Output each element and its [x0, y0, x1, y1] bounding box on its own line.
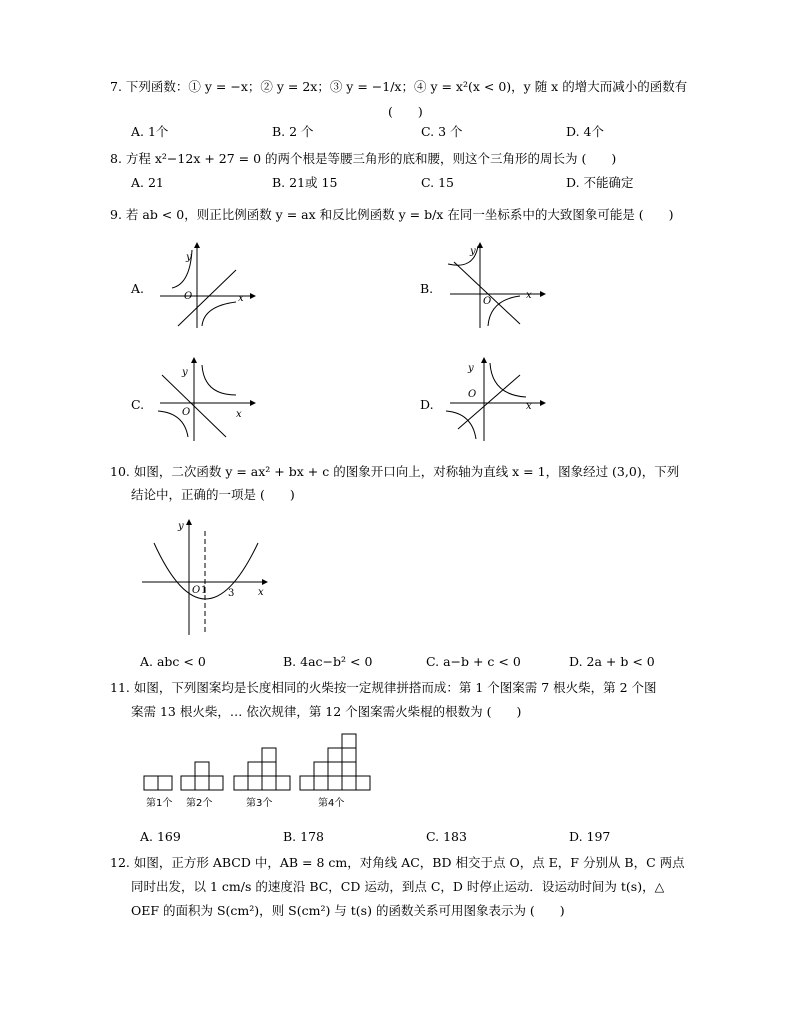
figure-2 [181, 762, 223, 790]
y-label: y [470, 246, 476, 257]
q9-option-a-letter: A. [131, 281, 145, 296]
q11-stem-line2: 案需 13 根火柴，… 依次规律，第 12 个图案需火柴棍的根数为 ( ) [131, 704, 522, 719]
q10-stem-line2: 结论中，正确的一项是 ( ) [131, 487, 295, 502]
figure-4 [300, 734, 370, 790]
q10-parabola-graph [140, 515, 275, 640]
figure-1 [144, 776, 172, 790]
q8-option-a: A. 21 [131, 175, 164, 190]
q7-answer-paren: ( ) [388, 104, 423, 119]
figure-1-label: 第1个 [146, 798, 173, 809]
y-label: y [178, 521, 184, 532]
q11-option-a: A. 169 [140, 829, 181, 844]
hyperbola-branch-3 [446, 411, 476, 439]
q12-stem-line1: 12. 如图，正方形 ABCD 中，AB = 8 cm，对角线 AC，BD 相交于点 O，点 E，F 分别从 B，C 两点 [110, 855, 685, 870]
y-label: y [186, 252, 192, 263]
x-axis-arrow [262, 579, 268, 585]
q9-graph-d [440, 355, 550, 445]
q8-option-d: D. 不能确定 [566, 175, 634, 190]
origin-label: O [182, 407, 191, 418]
origin-label: O [483, 296, 492, 307]
y-label: y [468, 363, 474, 374]
q7-option-c: C. 3 个 [421, 124, 463, 139]
hyperbola-branch-1 [490, 363, 526, 397]
tick-label-3: 3 [228, 588, 235, 599]
q9-stem: 9. 若 ab < 0，则正比例函数 y = ax 和反比例函数 y = b/x 在同一坐标系中的大致图象可能是 ( ) [110, 207, 674, 222]
q9-option-d-letter: D. [420, 397, 434, 412]
x-label: x [236, 409, 242, 420]
q11-option-c: C. 183 [426, 829, 467, 844]
hyperbola-branch-1 [202, 365, 236, 395]
figure-2-label: 第2个 [186, 798, 213, 809]
x-axis-arrow [250, 400, 256, 406]
q10-option-c: C. a−b + c < 0 [426, 654, 521, 669]
q9-graph-a [150, 240, 260, 330]
q9-option-c-letter: C. [131, 397, 145, 412]
origin-label: O [184, 291, 193, 302]
q11-option-d: D. 197 [569, 829, 611, 844]
x-label: x [238, 293, 244, 304]
figure-4-label: 第4个 [318, 798, 345, 809]
x-axis-arrow [540, 291, 546, 297]
origin-label: O [468, 389, 477, 400]
q12-stem-line3: OEF 的面积为 S(cm²)，则 S(cm²) 与 t(s) 的函数关系可用图象表示为 ( ) [131, 903, 565, 918]
q10-option-b: B. 4ac−b² < 0 [283, 654, 373, 669]
x-label: x [258, 587, 264, 598]
q10-stem-line1: 10. 如图，二次函数 y = ax² + bx + c 的图象开口向上，对称轴为直线 x = 1，图象经过 (3,0)，下列 [110, 464, 680, 479]
q9-graph-b [440, 240, 550, 330]
figure-3-label: 第3个 [246, 798, 273, 809]
q7-stem: 7. 下列函数：① y = −x；② y = 2x；③ y = −1/x；④ y = x²(x < 0)，y 随 x 的增大而减小的函数有 [110, 79, 688, 94]
q8-stem: 8. 方程 x²−12x + 27 = 0 的两个根是等腰三角形的底和腰，则这个三角形的周长为 ( ) [110, 151, 617, 166]
tick-label-1: 1 [201, 585, 208, 596]
line-graph [454, 262, 520, 324]
q12-stem-line2: 同时出发，以 1 cm/s 的速度沿 BC，CD 运动，到点 C，D 时停止运动．设运动时间为 t(s)，△ [131, 879, 665, 894]
origin-label: O [192, 585, 201, 596]
q11-matchstick-figures [140, 730, 380, 810]
q9-graph-c [150, 355, 260, 445]
x-label: x [526, 401, 532, 412]
y-axis-arrow [194, 242, 200, 248]
q11-stem-line1: 11. 如图，下列图案均是长度相同的火柴按一定规律拼搭而成：第 1 个图案需 7 根火柴，第 2 个图 [110, 680, 657, 695]
q8-option-b: B. 21或 15 [272, 175, 338, 190]
line-graph [458, 375, 520, 429]
q10-option-d: D. 2a + b < 0 [569, 654, 655, 669]
figure-3 [234, 748, 290, 790]
q11-option-b: B. 178 [283, 829, 324, 844]
q9-option-b-letter: B. [420, 281, 434, 296]
y-axis-arrow [481, 357, 487, 363]
x-axis-arrow [250, 293, 256, 299]
y-label: y [182, 367, 188, 378]
q7-option-d: D. 4个 [566, 124, 604, 139]
y-axis-arrow [191, 357, 197, 363]
q10-option-a: A. abc < 0 [140, 654, 206, 669]
x-axis-arrow [540, 400, 546, 406]
hyperbola-branch-4 [202, 302, 236, 326]
x-label: x [526, 290, 532, 301]
q8-option-c: C. 15 [421, 175, 454, 190]
q7-option-a: A. 1个 [131, 124, 169, 139]
hyperbola-branch-4 [488, 296, 520, 326]
q7-option-b: B. 2 个 [272, 124, 314, 139]
y-axis-arrow [186, 519, 192, 525]
